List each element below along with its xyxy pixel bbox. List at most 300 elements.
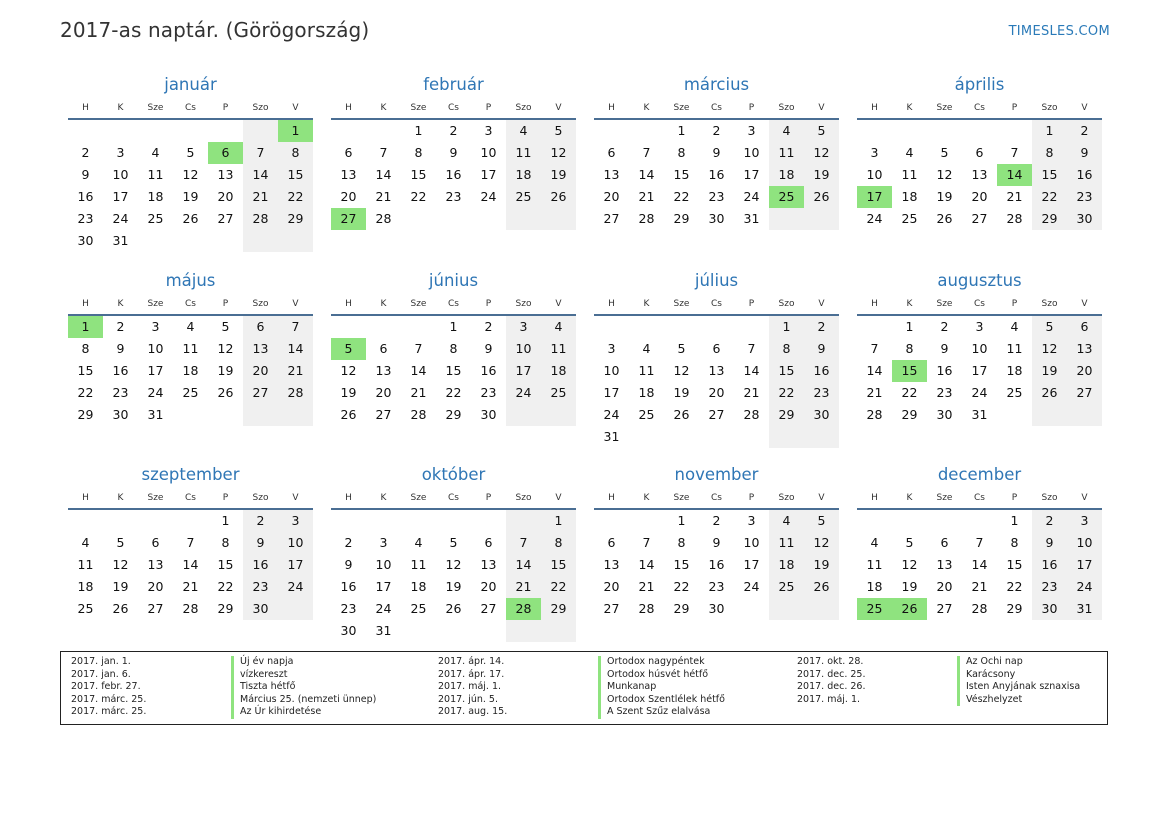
day-cell[interactable]: 12 (340, 363, 357, 378)
day-cell[interactable]: 23 (936, 385, 953, 400)
day-cell[interactable]: 30 (112, 407, 129, 422)
day-cell[interactable]: 3 (607, 341, 616, 356)
day-cell[interactable]: 23 (480, 385, 497, 400)
day-cell[interactable]: 8 (278, 142, 313, 164)
day-cell[interactable]: 17 (1067, 554, 1102, 576)
day-cell[interactable]: 23 (1067, 186, 1102, 208)
day-cell[interactable]: 23 (77, 211, 94, 226)
day-cell[interactable]: 3 (975, 319, 984, 334)
day-cell[interactable]: 21 (375, 189, 392, 204)
day-cell[interactable]: 3 (116, 145, 125, 160)
day-cell[interactable]: 11 (506, 142, 541, 164)
day-cell[interactable]: 28 (971, 601, 988, 616)
day-cell[interactable]: 28 (243, 208, 278, 230)
day-cell[interactable]: 20 (375, 385, 392, 400)
day-cell[interactable]: 1 (905, 319, 914, 334)
day-cell[interactable]: 22 (445, 385, 462, 400)
day-cell[interactable]: 4 (905, 145, 914, 160)
day-cell[interactable]: 14 (278, 338, 313, 360)
day-cell[interactable]: 21 (971, 579, 988, 594)
day-cell[interactable]: 2 (449, 123, 458, 138)
day-cell[interactable]: 28 (638, 601, 655, 616)
day-cell[interactable]: 12 (936, 167, 953, 182)
day-cell[interactable]: 20 (243, 360, 278, 382)
day-cell[interactable]: 23 (243, 576, 278, 598)
day-cell[interactable]: 12 (112, 557, 129, 572)
day-cell[interactable]: 15 (673, 167, 690, 182)
day-cell[interactable]: 16 (708, 167, 725, 182)
day-cell[interactable]: 13 (375, 363, 392, 378)
day-cell[interactable]: 3 (747, 123, 756, 138)
day-cell[interactable]: 20 (971, 189, 988, 204)
day-cell[interactable]: 17 (480, 167, 497, 182)
day-cell[interactable]: 2 (1032, 510, 1067, 532)
day-cell[interactable]: 12 (541, 142, 576, 164)
day-cell[interactable]: 26 (112, 601, 129, 616)
day-cell[interactable]: 24 (971, 385, 988, 400)
day-cell[interactable]: 5 (331, 338, 366, 360)
day-cell[interactable]: 28 (866, 407, 883, 422)
day-cell[interactable]: 1 (278, 120, 313, 142)
day-cell[interactable]: 8 (449, 341, 458, 356)
day-cell[interactable]: 9 (116, 341, 125, 356)
day-cell[interactable]: 7 (186, 535, 195, 550)
day-cell[interactable]: 15 (1006, 557, 1023, 572)
day-cell[interactable]: 25 (147, 211, 164, 226)
day-cell[interactable]: 19 (936, 189, 953, 204)
day-cell[interactable]: 22 (541, 576, 576, 598)
day-cell[interactable]: 24 (603, 407, 620, 422)
day-cell[interactable]: 14 (971, 557, 988, 572)
day-cell[interactable]: 13 (243, 338, 278, 360)
day-cell[interactable]: 11 (77, 557, 94, 572)
day-cell[interactable]: 11 (901, 167, 918, 182)
day-cell[interactable]: 17 (743, 167, 760, 182)
day-cell[interactable]: 22 (1032, 186, 1067, 208)
day-cell[interactable]: 19 (804, 554, 839, 576)
day-cell[interactable]: 31 (147, 407, 164, 422)
day-cell[interactable]: 14 (638, 557, 655, 572)
day-cell[interactable]: 2 (344, 535, 353, 550)
day-cell[interactable]: 29 (445, 407, 462, 422)
day-cell[interactable]: 13 (147, 557, 164, 572)
day-cell[interactable]: 20 (480, 579, 497, 594)
day-cell[interactable]: 20 (1067, 360, 1102, 382)
day-cell[interactable]: 4 (769, 510, 804, 532)
day-cell[interactable]: 27 (603, 601, 620, 616)
day-cell[interactable]: 10 (480, 145, 497, 160)
day-cell[interactable]: 6 (484, 535, 493, 550)
day-cell[interactable]: 26 (182, 211, 199, 226)
day-cell[interactable]: 22 (410, 189, 427, 204)
day-cell[interactable]: 3 (747, 513, 756, 528)
day-cell[interactable]: 25 (410, 601, 427, 616)
day-cell[interactable]: 10 (603, 363, 620, 378)
day-cell[interactable]: 21 (243, 186, 278, 208)
day-cell[interactable]: 26 (673, 407, 690, 422)
day-cell[interactable]: 30 (480, 407, 497, 422)
day-cell[interactable]: 31 (603, 429, 620, 444)
day-cell[interactable]: 15 (410, 167, 427, 182)
day-cell[interactable]: 9 (81, 167, 90, 182)
day-cell[interactable]: 11 (410, 557, 427, 572)
day-cell[interactable]: 29 (1032, 208, 1067, 230)
day-cell[interactable]: 22 (673, 579, 690, 594)
day-cell[interactable]: 10 (866, 167, 883, 182)
day-cell[interactable]: 1 (449, 319, 458, 334)
day-cell[interactable]: 3 (278, 510, 313, 532)
day-cell[interactable]: 20 (340, 189, 357, 204)
day-cell[interactable]: 21 (506, 576, 541, 598)
day-cell[interactable]: 15 (77, 363, 94, 378)
day-cell[interactable]: 24 (866, 211, 883, 226)
day-cell[interactable]: 3 (1067, 510, 1102, 532)
day-cell[interactable]: 29 (217, 601, 234, 616)
day-cell[interactable]: 13 (936, 557, 953, 572)
day-cell[interactable]: 7 (870, 341, 879, 356)
day-cell[interactable]: 25 (506, 186, 541, 208)
day-cell[interactable]: 9 (344, 557, 353, 572)
day-cell[interactable]: 18 (77, 579, 94, 594)
day-cell[interactable]: 27 (603, 211, 620, 226)
day-cell[interactable]: 3 (484, 123, 493, 138)
day-cell[interactable]: 28 (638, 211, 655, 226)
day-cell[interactable]: 11 (866, 557, 883, 572)
day-cell[interactable]: 8 (1010, 535, 1019, 550)
day-cell[interactable]: 7 (975, 535, 984, 550)
day-cell[interactable]: 18 (638, 385, 655, 400)
day-cell[interactable]: 1 (1010, 513, 1019, 528)
day-cell[interactable]: 10 (1067, 532, 1102, 554)
day-cell[interactable]: 23 (340, 601, 357, 616)
day-cell[interactable]: 19 (804, 164, 839, 186)
day-cell[interactable]: 10 (506, 338, 541, 360)
day-cell[interactable]: 6 (344, 145, 353, 160)
day-cell[interactable]: 6 (208, 142, 243, 164)
day-cell[interactable]: 21 (1006, 189, 1023, 204)
day-cell[interactable]: 10 (147, 341, 164, 356)
day-cell[interactable]: 2 (243, 510, 278, 532)
day-cell[interactable]: 12 (182, 167, 199, 182)
day-cell[interactable]: 3 (506, 316, 541, 338)
day-cell[interactable]: 26 (340, 407, 357, 422)
day-cell[interactable]: 7 (278, 316, 313, 338)
day-cell[interactable]: 26 (541, 186, 576, 208)
day-cell[interactable]: 28 (743, 407, 760, 422)
day-cell[interactable]: 7 (414, 341, 423, 356)
day-cell[interactable]: 1 (769, 316, 804, 338)
day-cell[interactable]: 9 (1067, 142, 1102, 164)
day-cell[interactable]: 15 (1032, 164, 1067, 186)
day-cell[interactable]: 17 (506, 360, 541, 382)
day-cell[interactable]: 7 (642, 145, 651, 160)
day-cell[interactable]: 1 (68, 316, 103, 338)
day-cell[interactable]: 7 (243, 142, 278, 164)
day-cell[interactable]: 16 (340, 579, 357, 594)
day-cell[interactable]: 17 (278, 554, 313, 576)
day-cell[interactable]: 4 (642, 341, 651, 356)
day-cell[interactable]: 29 (278, 208, 313, 230)
day-cell[interactable]: 30 (708, 601, 725, 616)
day-cell[interactable]: 4 (186, 319, 195, 334)
day-cell[interactable]: 10 (743, 145, 760, 160)
day-cell[interactable]: 7 (642, 535, 651, 550)
day-cell[interactable]: 11 (147, 167, 164, 182)
day-cell[interactable]: 1 (414, 123, 423, 138)
day-cell[interactable]: 7 (747, 341, 756, 356)
day-cell[interactable]: 23 (708, 579, 725, 594)
day-cell[interactable]: 2 (116, 319, 125, 334)
day-cell[interactable]: 28 (182, 601, 199, 616)
day-cell[interactable]: 27 (708, 407, 725, 422)
day-cell[interactable]: 12 (804, 532, 839, 554)
day-cell[interactable]: 26 (804, 186, 839, 208)
day-cell[interactable]: 6 (975, 145, 984, 160)
day-cell[interactable]: 8 (81, 341, 90, 356)
day-cell[interactable]: 27 (480, 601, 497, 616)
day-cell[interactable]: 8 (677, 535, 686, 550)
day-cell[interactable]: 11 (182, 341, 199, 356)
day-cell[interactable]: 22 (673, 189, 690, 204)
day-cell[interactable]: 29 (673, 601, 690, 616)
day-cell[interactable]: 7 (506, 532, 541, 554)
day-cell[interactable]: 10 (743, 535, 760, 550)
day-cell[interactable]: 21 (278, 360, 313, 382)
day-cell[interactable]: 14 (506, 554, 541, 576)
day-cell[interactable]: 17 (375, 579, 392, 594)
day-cell[interactable]: 16 (1032, 554, 1067, 576)
day-cell[interactable]: 4 (414, 535, 423, 550)
day-cell[interactable]: 24 (147, 385, 164, 400)
day-cell[interactable]: 24 (112, 211, 129, 226)
day-cell[interactable]: 15 (278, 164, 313, 186)
day-cell[interactable]: 8 (541, 532, 576, 554)
day-cell[interactable]: 13 (1067, 338, 1102, 360)
day-cell[interactable]: 23 (708, 189, 725, 204)
day-cell[interactable]: 11 (638, 363, 655, 378)
day-cell[interactable]: 16 (1067, 164, 1102, 186)
day-cell[interactable]: 4 (769, 120, 804, 142)
day-cell[interactable]: 5 (186, 145, 195, 160)
day-cell[interactable]: 25 (182, 385, 199, 400)
day-cell[interactable]: 24 (480, 189, 497, 204)
day-cell[interactable]: 8 (677, 145, 686, 160)
day-cell[interactable]: 6 (607, 145, 616, 160)
day-cell[interactable]: 23 (1032, 576, 1067, 598)
day-cell[interactable]: 21 (410, 385, 427, 400)
day-cell[interactable]: 27 (331, 208, 366, 230)
day-cell[interactable]: 28 (410, 407, 427, 422)
day-cell[interactable]: 6 (379, 341, 388, 356)
day-cell[interactable]: 8 (1032, 142, 1067, 164)
day-cell[interactable]: 8 (769, 338, 804, 360)
day-cell[interactable]: 31 (1067, 598, 1102, 620)
day-cell[interactable]: 31 (971, 407, 988, 422)
day-cell[interactable]: 24 (743, 579, 760, 594)
day-cell[interactable]: 11 (769, 142, 804, 164)
day-cell[interactable]: 19 (445, 579, 462, 594)
day-cell[interactable]: 5 (449, 535, 458, 550)
day-cell[interactable]: 27 (971, 211, 988, 226)
day-cell[interactable]: 7 (1010, 145, 1019, 160)
day-cell[interactable]: 5 (940, 145, 949, 160)
day-cell[interactable]: 1 (221, 513, 230, 528)
day-cell[interactable]: 20 (147, 579, 164, 594)
day-cell[interactable]: 22 (217, 579, 234, 594)
day-cell[interactable]: 27 (217, 211, 234, 226)
day-cell[interactable]: 5 (541, 120, 576, 142)
day-cell[interactable]: 18 (147, 189, 164, 204)
day-cell[interactable]: 20 (603, 579, 620, 594)
day-cell[interactable]: 15 (445, 363, 462, 378)
day-cell[interactable]: 25 (769, 576, 804, 598)
day-cell[interactable]: 27 (243, 382, 278, 404)
day-cell[interactable]: 11 (1006, 341, 1023, 356)
day-cell[interactable]: 23 (804, 382, 839, 404)
day-cell[interactable]: 24 (1067, 576, 1102, 598)
day-cell[interactable]: 2 (712, 123, 721, 138)
day-cell[interactable]: 13 (480, 557, 497, 572)
day-cell[interactable]: 17 (147, 363, 164, 378)
day-cell[interactable]: 18 (506, 164, 541, 186)
day-cell[interactable]: 9 (940, 341, 949, 356)
day-cell[interactable]: 6 (712, 341, 721, 356)
day-cell[interactable]: 13 (603, 167, 620, 182)
day-cell[interactable]: 15 (769, 360, 804, 382)
day-cell[interactable]: 14 (410, 363, 427, 378)
day-cell[interactable]: 22 (901, 385, 918, 400)
day-cell[interactable]: 8 (221, 535, 230, 550)
day-cell[interactable]: 25 (638, 407, 655, 422)
day-cell[interactable]: 15 (217, 557, 234, 572)
day-cell[interactable]: 5 (905, 535, 914, 550)
day-cell[interactable]: 20 (217, 189, 234, 204)
day-cell[interactable]: 16 (804, 360, 839, 382)
day-cell[interactable]: 1 (541, 510, 576, 532)
day-cell[interactable]: 9 (804, 338, 839, 360)
day-cell[interactable]: 21 (638, 189, 655, 204)
day-cell[interactable]: 10 (278, 532, 313, 554)
day-cell[interactable]: 17 (112, 189, 129, 204)
day-cell[interactable]: 17 (857, 186, 892, 208)
day-cell[interactable]: 8 (414, 145, 423, 160)
day-cell[interactable]: 5 (116, 535, 125, 550)
day-cell[interactable]: 17 (971, 363, 988, 378)
day-cell[interactable]: 7 (379, 145, 388, 160)
day-cell[interactable]: 23 (445, 189, 462, 204)
day-cell[interactable]: 17 (743, 557, 760, 572)
day-cell[interactable]: 6 (1067, 316, 1102, 338)
day-cell[interactable]: 30 (340, 623, 357, 638)
day-cell[interactable]: 4 (81, 535, 90, 550)
day-cell[interactable]: 29 (901, 407, 918, 422)
day-cell[interactable]: 3 (379, 535, 388, 550)
day-cell[interactable]: 27 (1067, 382, 1102, 404)
day-cell[interactable]: 13 (971, 167, 988, 182)
day-cell[interactable]: 9 (712, 535, 721, 550)
day-cell[interactable]: 25 (541, 382, 576, 404)
day-cell[interactable]: 10 (375, 557, 392, 572)
day-cell[interactable]: 6 (151, 535, 160, 550)
day-cell[interactable]: 23 (112, 385, 129, 400)
day-cell[interactable]: 16 (112, 363, 129, 378)
day-cell[interactable]: 24 (506, 382, 541, 404)
day-cell[interactable]: 14 (375, 167, 392, 182)
day-cell[interactable]: 9 (449, 145, 458, 160)
day-cell[interactable]: 25 (901, 211, 918, 226)
day-cell[interactable]: 15 (541, 554, 576, 576)
day-cell[interactable]: 24 (278, 576, 313, 598)
day-cell[interactable]: 14 (638, 167, 655, 182)
day-cell[interactable]: 19 (217, 363, 234, 378)
day-cell[interactable]: 2 (484, 319, 493, 334)
day-cell[interactable]: 22 (769, 382, 804, 404)
day-cell[interactable]: 31 (375, 623, 392, 638)
day-cell[interactable]: 18 (866, 579, 883, 594)
day-cell[interactable]: 3 (870, 145, 879, 160)
day-cell[interactable]: 26 (936, 211, 953, 226)
day-cell[interactable]: 3 (151, 319, 160, 334)
day-cell[interactable]: 18 (182, 363, 199, 378)
day-cell[interactable]: 1 (1032, 120, 1067, 142)
day-cell[interactable]: 12 (1032, 338, 1067, 360)
day-cell[interactable]: 19 (112, 579, 129, 594)
day-cell[interactable]: 18 (901, 189, 918, 204)
day-cell[interactable]: 26 (217, 385, 234, 400)
day-cell[interactable]: 18 (1006, 363, 1023, 378)
day-cell[interactable]: 22 (1006, 579, 1023, 594)
day-cell[interactable]: 26 (892, 598, 927, 620)
day-cell[interactable]: 4 (151, 145, 160, 160)
day-cell[interactable]: 30 (1032, 598, 1067, 620)
day-cell[interactable]: 31 (743, 211, 760, 226)
day-cell[interactable]: 24 (743, 189, 760, 204)
day-cell[interactable]: 18 (769, 554, 804, 576)
day-cell[interactable]: 10 (112, 167, 129, 182)
day-cell[interactable]: 8 (905, 341, 914, 356)
day-cell[interactable]: 13 (603, 557, 620, 572)
day-cell[interactable]: 22 (77, 385, 94, 400)
day-cell[interactable]: 1 (677, 513, 686, 528)
day-cell[interactable]: 12 (901, 557, 918, 572)
day-cell[interactable]: 16 (243, 554, 278, 576)
day-cell[interactable]: 9 (484, 341, 493, 356)
day-cell[interactable]: 18 (410, 579, 427, 594)
day-cell[interactable]: 6 (940, 535, 949, 550)
day-cell[interactable]: 5 (677, 341, 686, 356)
day-cell[interactable]: 16 (480, 363, 497, 378)
day-cell[interactable]: 16 (77, 189, 94, 204)
day-cell[interactable]: 12 (673, 363, 690, 378)
day-cell[interactable]: 21 (743, 385, 760, 400)
day-cell[interactable]: 20 (936, 579, 953, 594)
day-cell[interactable]: 17 (603, 385, 620, 400)
day-cell[interactable]: 19 (182, 189, 199, 204)
day-cell[interactable]: 15 (673, 557, 690, 572)
day-cell[interactable]: 12 (445, 557, 462, 572)
day-cell[interactable]: 9 (712, 145, 721, 160)
day-cell[interactable]: 5 (221, 319, 230, 334)
day-cell[interactable]: 31 (112, 233, 129, 248)
day-cell[interactable]: 16 (445, 167, 462, 182)
day-cell[interactable]: 6 (607, 535, 616, 550)
day-cell[interactable]: 11 (769, 532, 804, 554)
day-cell[interactable]: 11 (541, 338, 576, 360)
day-cell[interactable]: 14 (743, 363, 760, 378)
day-cell[interactable]: 2 (804, 316, 839, 338)
day-cell[interactable]: 4 (541, 316, 576, 338)
day-cell[interactable]: 19 (901, 579, 918, 594)
